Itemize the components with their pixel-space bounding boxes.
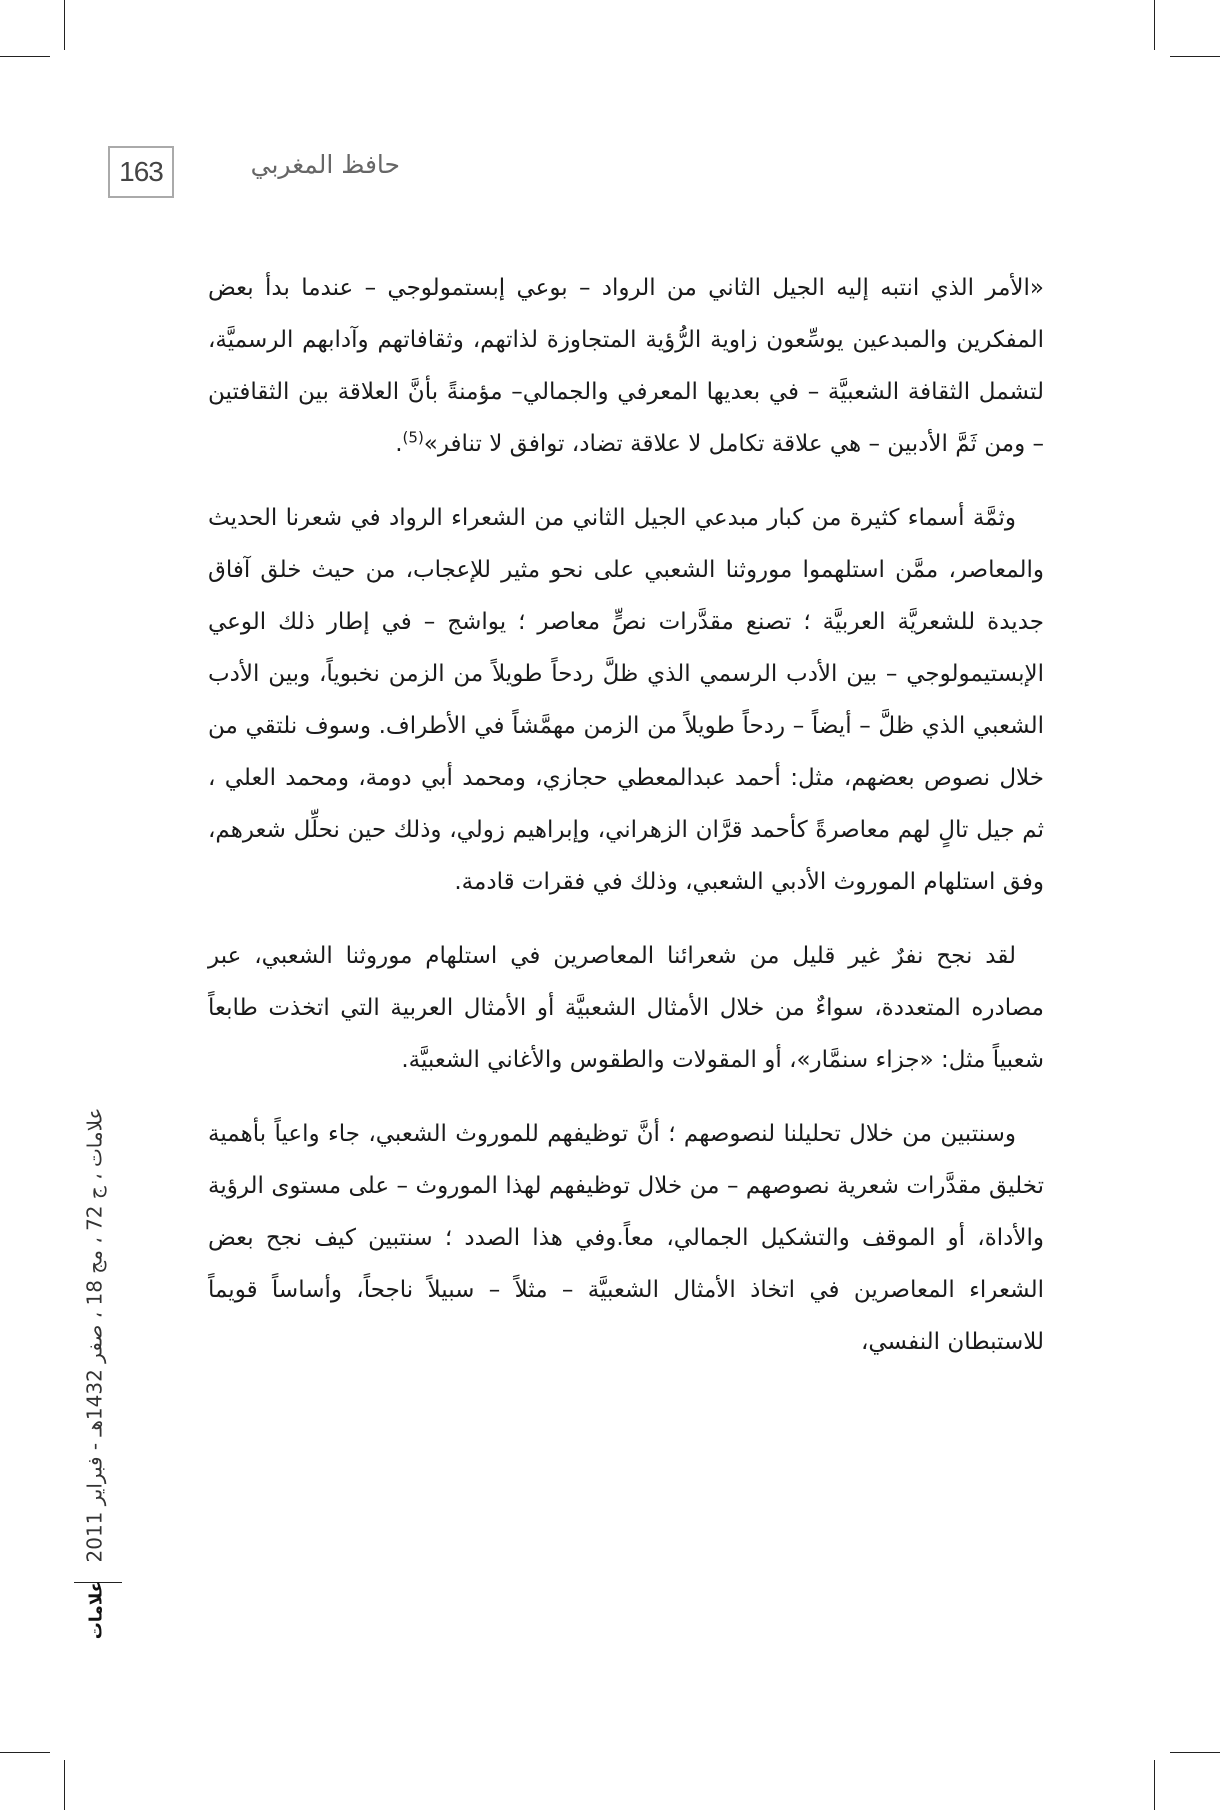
running-head-author: حافظ المغربي	[250, 150, 400, 179]
crop-mark	[1154, 1760, 1155, 1810]
paragraph: لقد نجح نفرٌ غير قليل من شعرائنا المعاصرين في استلهام موروثنا الشعبي، عبر مصادره المتعددة، سواءٌ من خلال الأمثال الشعبيَّة أو الأمثال العربية التي اتخذت طابعاً شعبياً مثل: «جزاء سنمَّار»، أو المقولات والطقوس والأغاني الشعبيَّة.	[208, 943, 1044, 1073]
journal-citation-text: علامات ، ج 72 ، مج 18 ، صفر 1432هـ - فبراير 2011	[82, 1107, 107, 1563]
footnote-ref[interactable]: (5)	[402, 428, 424, 447]
paragraph-quote	[208, 262, 1044, 470]
crop-mark	[64, 0, 65, 50]
crop-mark	[1154, 0, 1155, 50]
paragraph-end: .	[395, 431, 403, 457]
crop-mark	[64, 1760, 65, 1810]
crop-mark	[1170, 56, 1220, 57]
crop-mark	[0, 56, 50, 57]
paragraph-text: «الأمر الذي انتبه إليه الجيل الثاني من الرواد – بوعي إبستمولوجي – عندما بدأ بعض المفكرين والمبدعين يوسِّعون زاوية الرُّؤية المتجاوزة لذاتهم، وثقافاتهم وآدابهم الرسميَّة، لتشمل الثقافة الشعبيَّة – في بعديها المعرفي والجمالي– مؤمنةً بأنَّ العلاقة بين الثقافتين – ومن ثَمَّ الأدبين – هي علاقة تكامل لا علاقة تضاد، توافق لا تنافر»	[208, 275, 1044, 457]
journal-logo-text: علامات	[86, 1580, 107, 1640]
crop-mark	[0, 1752, 50, 1753]
page-number: 163	[108, 146, 174, 198]
journal-citation	[64, 1055, 124, 1615]
journal-logo	[72, 1580, 120, 1640]
crop-mark	[1170, 1752, 1220, 1753]
paragraph: وسنتبين من خلال تحليلنا لنصوصهم ؛ أنَّ توظيفهم للموروث الشعبي، جاء واعياً بأهمية تخليق مقدَّرات شعرية نصوصهم – من خلال توظيفهم لهذا الموروث – على مستوى الرؤية والأداة، أو الموقف والتشكيل الجمالي، معاً.وفي هذا الصدد ؛ سنتبين كيف نجح بعض الشعراء المعاصرين في اتخاذ الأمثال الشعبيَّة – مثلاً – سبيلاً ناجحاً، وأساساً قويماً للاستبطان النفسي،	[208, 1121, 1044, 1355]
paragraph: وثمَّة أسماء كثيرة من كبار مبدعي الجيل الثاني من الشعراء الرواد في شعرنا الحديث والمعاصر، ممَّن استلهموا موروثنا الشعبي على نحو مثير للإعجاب، من حيث خلق آفاق جديدة للشعريَّة العربيَّة ؛ تصنع مقدَّرات نصٍّ معاصر ؛ يواشج – في إطار ذلك الوعي الإبستيمولوجي – بين الأدب الرسمي الذي ظلَّ ردحاً طويلاً من الزمن نخبوياً، وبين الأدب الشعبي الذي ظلَّ – أيضاً – ردحاً طويلاً من الزمن مهمَّشاً في الأطراف. وسوف نلتقي من خلال نصوص بعضهم، مثل: أحمد عبدالمعطي حجازي، ومحمد أبي دومة، ومحمد العلي ، ثم جيل تالٍ لهم معاصرةً كأحمد قرَّان الزهراني، وإبراهيم زولي، وذلك حين نحلِّل شعرهم، وفق استلهام الموروث الأدبي الشعبي، وذلك في فقرات قادمة.	[208, 505, 1044, 895]
body-text	[208, 262, 1044, 1390]
